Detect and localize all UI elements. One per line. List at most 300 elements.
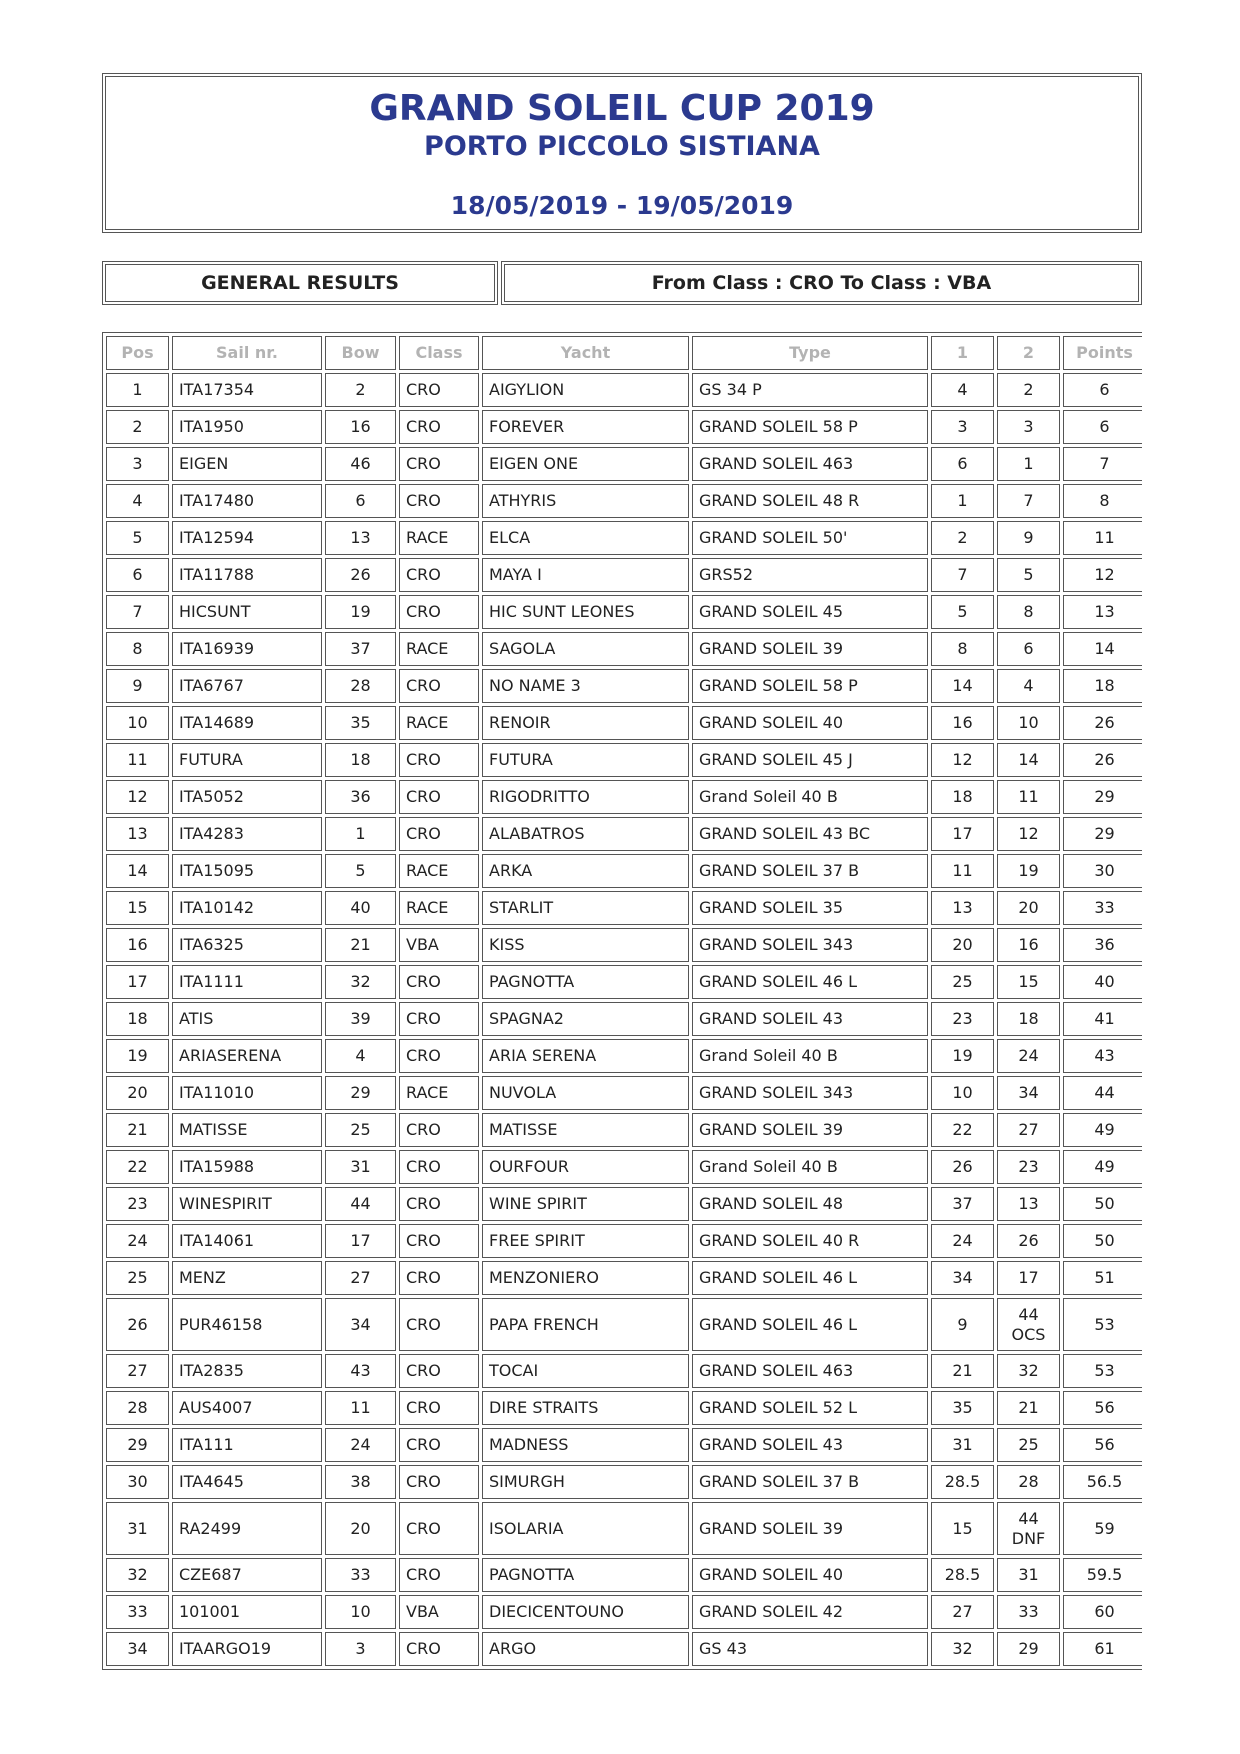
cell-bow: 13 [325,521,396,555]
cell-class: CRO [399,1391,479,1425]
cell-race-1: 5 [931,595,994,629]
cell-bow: 26 [325,558,396,592]
table-row [106,558,1142,592]
cell-sail-nr: ITAARGO19 [172,1632,322,1666]
cell-pos: 25 [106,1261,169,1295]
class-range-cell [501,261,1142,305]
cell-pos: 30 [106,1465,169,1499]
cell-class: CRO [399,410,479,444]
cell-points: 60 [1063,1595,1142,1629]
event-dates: 18/05/2019 - 19/05/2019 [450,191,794,220]
cell-yacht: OURFOUR [482,1150,689,1184]
cell-race-1: 26 [931,1150,994,1184]
table-row [106,1354,1142,1388]
cell-class: CRO [399,817,479,851]
cell-yacht: NO NAME 3 [482,669,689,703]
cell-race-2: 14 [997,743,1060,777]
table-row [106,1298,1142,1351]
cell-yacht: MADNESS [482,1428,689,1462]
cell-type: GRAND SOLEIL 343 [692,928,928,962]
table-row [106,373,1142,407]
cell-yacht: RENOIR [482,706,689,740]
cell-bow: 4 [325,1039,396,1073]
cell-yacht: ARKA [482,854,689,888]
cell-type: GRAND SOLEIL 43 BC [692,817,928,851]
cell-race-1: 10 [931,1076,994,1110]
cell-type: GRAND SOLEIL 40 [692,706,928,740]
cell-type: GRAND SOLEIL 45 J [692,743,928,777]
cell-bow: 21 [325,928,396,962]
table-row [106,484,1142,518]
cell-race-1: 7 [931,558,994,592]
cell-race-1: 34 [931,1261,994,1295]
cell-yacht: TOCAI [482,1354,689,1388]
table-row [106,1039,1142,1073]
cell-yacht: SIMURGH [482,1465,689,1499]
cell-points: 56 [1063,1391,1142,1425]
cell-yacht: NUVOLA [482,1076,689,1110]
cell-sail-nr: EIGEN [172,447,322,481]
cell-points: 59 [1063,1502,1142,1555]
cell-pos: 20 [106,1076,169,1110]
cell-points: 49 [1063,1113,1142,1147]
cell-race-1: 13 [931,891,994,925]
cell-points: 56 [1063,1428,1142,1462]
cell-race-1: 31 [931,1428,994,1462]
cell-sail-nr: FUTURA [172,743,322,777]
cell-points: 18 [1063,669,1142,703]
cell-bow: 10 [325,1595,396,1629]
cell-race-1: 19 [931,1039,994,1073]
cell-type: Grand Soleil 40 B [692,1039,928,1073]
table-row [106,1632,1142,1666]
cell-pos: 11 [106,743,169,777]
table-row [106,743,1142,777]
cell-race-1: 21 [931,1354,994,1388]
cell-race-2: 6 [997,632,1060,666]
event-title: GRAND SOLEIL CUP 2019 [369,88,875,129]
cell-points: 50 [1063,1187,1142,1221]
cell-bow: 40 [325,891,396,925]
cell-race-2: 19 [997,854,1060,888]
report-header [102,73,1142,233]
cell-bow: 27 [325,1261,396,1295]
cell-points: 41 [1063,1002,1142,1036]
cell-class: RACE [399,521,479,555]
cell-race-1: 15 [931,1502,994,1555]
table-row [106,1558,1142,1592]
cell-yacht: SPAGNA2 [482,1002,689,1036]
cell-sail-nr: ITA111 [172,1428,322,1462]
cell-type: GS 34 P [692,373,928,407]
cell-type: GRAND SOLEIL 42 [692,1595,928,1629]
cell-bow: 6 [325,484,396,518]
cell-race-2: 23 [997,1150,1060,1184]
cell-race-2: 28 [997,1465,1060,1499]
cell-pos: 21 [106,1113,169,1147]
cell-sail-nr: ARIASERENA [172,1039,322,1073]
table-row [106,410,1142,444]
cell-yacht: ELCA [482,521,689,555]
table-row [106,854,1142,888]
race-2-penalty-code: OCS [1011,1324,1046,1344]
cell-sail-nr: ITA5052 [172,780,322,814]
results-table-container [102,332,1142,1754]
cell-pos: 5 [106,521,169,555]
cell-race-1: 1 [931,484,994,518]
cell-type: GRAND SOLEIL 37 B [692,854,928,888]
cell-bow: 1 [325,817,396,851]
cell-bow: 28 [325,669,396,703]
cell-yacht: AIGYLION [482,373,689,407]
cell-race-2: 32 [997,1354,1060,1388]
table-row [106,1224,1142,1258]
cell-race-2: 31 [997,1558,1060,1592]
cell-sail-nr: AUS4007 [172,1391,322,1425]
cell-race-2: 34 [997,1076,1060,1110]
col-header-yacht: Yacht [482,336,689,370]
cell-pos: 2 [106,410,169,444]
cell-points: 29 [1063,780,1142,814]
cell-class: VBA [399,928,479,962]
table-row [106,1113,1142,1147]
cell-class: CRO [399,780,479,814]
cell-class: VBA [399,1595,479,1629]
cell-class: CRO [399,743,479,777]
cell-race-1: 17 [931,817,994,851]
cell-bow: 38 [325,1465,396,1499]
cell-yacht: MENZONIERO [482,1261,689,1295]
cell-class: CRO [399,1354,479,1388]
cell-race-1: 3 [931,410,994,444]
table-row [106,669,1142,703]
cell-yacht: KISS [482,928,689,962]
cell-class: CRO [399,1465,479,1499]
race-2-score: 44 [1018,1508,1039,1528]
cell-class: RACE [399,891,479,925]
cell-pos: 28 [106,1391,169,1425]
cell-points: 7 [1063,447,1142,481]
cell-sail-nr: ITA14061 [172,1224,322,1258]
cell-bow: 43 [325,1354,396,1388]
cell-race-2: 18 [997,1002,1060,1036]
results-table [102,332,1142,1670]
cell-class: CRO [399,1428,479,1462]
table-row [106,1150,1142,1184]
col-header-bow: Bow [325,336,396,370]
table-row [106,780,1142,814]
table-row [106,447,1142,481]
cell-pos: 17 [106,965,169,999]
cell-yacht: PAGNOTTA [482,965,689,999]
cell-race-2 [997,1502,1060,1555]
cell-type: GRAND SOLEIL 40 [692,1558,928,1592]
cell-pos: 15 [106,891,169,925]
cell-yacht: ISOLARIA [482,1502,689,1555]
class-range-label: From Class : CRO To Class : VBA [504,264,1139,302]
cell-sail-nr: ITA17354 [172,373,322,407]
col-header-race-2: 2 [997,336,1060,370]
cell-pos: 1 [106,373,169,407]
cell-bow: 34 [325,1298,396,1351]
cell-points: 6 [1063,373,1142,407]
cell-class: CRO [399,1298,479,1351]
cell-pos: 23 [106,1187,169,1221]
cell-points: 33 [1063,891,1142,925]
cell-class: CRO [399,1261,479,1295]
table-row [106,1465,1142,1499]
cell-type: GRAND SOLEIL 58 P [692,669,928,703]
table-header-row [106,336,1142,370]
cell-bow: 2 [325,373,396,407]
cell-yacht: MAYA I [482,558,689,592]
cell-pos: 10 [106,706,169,740]
cell-yacht: FREE SPIRIT [482,1224,689,1258]
cell-race-1: 14 [931,669,994,703]
cell-points: 30 [1063,854,1142,888]
cell-race-2: 8 [997,595,1060,629]
cell-sail-nr: HICSUNT [172,595,322,629]
cell-class: RACE [399,854,479,888]
cell-type: GRAND SOLEIL 43 [692,1002,928,1036]
cell-type: GRAND SOLEIL 463 [692,1354,928,1388]
cell-race-1: 9 [931,1298,994,1351]
cell-points: 43 [1063,1039,1142,1073]
cell-points: 53 [1063,1354,1142,1388]
cell-pos: 27 [106,1354,169,1388]
cell-race-2: 26 [997,1224,1060,1258]
cell-points: 14 [1063,632,1142,666]
cell-race-2: 15 [997,965,1060,999]
cell-class: CRO [399,595,479,629]
cell-bow: 3 [325,1632,396,1666]
cell-type: GRAND SOLEIL 46 L [692,1298,928,1351]
cell-race-2: 16 [997,928,1060,962]
cell-sail-nr: ITA4283 [172,817,322,851]
cell-class: CRO [399,1502,479,1555]
cell-sail-nr: ITA16939 [172,632,322,666]
cell-type: GS 43 [692,1632,928,1666]
cell-sail-nr: MATISSE [172,1113,322,1147]
cell-type: GRAND SOLEIL 48 R [692,484,928,518]
cell-sail-nr: ITA14689 [172,706,322,740]
cell-race-1: 22 [931,1113,994,1147]
cell-bow: 25 [325,1113,396,1147]
cell-race-2: 20 [997,891,1060,925]
cell-type: GRAND SOLEIL 58 P [692,410,928,444]
cell-type: GRAND SOLEIL 45 [692,595,928,629]
cell-points: 11 [1063,521,1142,555]
table-row [106,1502,1142,1555]
cell-race-2: 17 [997,1261,1060,1295]
cell-race-2: 9 [997,521,1060,555]
cell-type: GRAND SOLEIL 48 [692,1187,928,1221]
cell-points: 26 [1063,743,1142,777]
cell-class: CRO [399,1558,479,1592]
cell-yacht: ARIA SERENA [482,1039,689,1073]
cell-bow: 44 [325,1187,396,1221]
cell-type: GRAND SOLEIL 39 [692,1502,928,1555]
cell-points: 53 [1063,1298,1142,1351]
cell-type: GRAND SOLEIL 35 [692,891,928,925]
table-row [106,521,1142,555]
table-row [106,891,1142,925]
cell-points: 36 [1063,928,1142,962]
cell-class: CRO [399,1039,479,1073]
cell-type: GRAND SOLEIL 40 R [692,1224,928,1258]
cell-bow: 17 [325,1224,396,1258]
cell-type: GRS52 [692,558,928,592]
cell-bow: 16 [325,410,396,444]
cell-race-1: 27 [931,1595,994,1629]
cell-sail-nr: ITA1950 [172,410,322,444]
cell-yacht: EIGEN ONE [482,447,689,481]
cell-points: 40 [1063,965,1142,999]
cell-bow: 35 [325,706,396,740]
cell-type: Grand Soleil 40 B [692,1150,928,1184]
cell-pos: 18 [106,1002,169,1036]
cell-yacht: DIECICENTOUNO [482,1595,689,1629]
cell-yacht: RIGODRITTO [482,780,689,814]
cell-sail-nr: PUR46158 [172,1298,322,1351]
cell-pos: 7 [106,595,169,629]
cell-type: Grand Soleil 40 B [692,780,928,814]
cell-bow: 11 [325,1391,396,1425]
table-row [106,817,1142,851]
cell-yacht: PAPA FRENCH [482,1298,689,1351]
cell-sail-nr: MENZ [172,1261,322,1295]
general-results-cell [102,261,498,305]
cell-yacht: DIRE STRAITS [482,1391,689,1425]
cell-bow: 29 [325,1076,396,1110]
table-row [106,1428,1142,1462]
cell-class: RACE [399,632,479,666]
cell-sail-nr: ITA11788 [172,558,322,592]
col-header-points: Points [1063,336,1142,370]
cell-race-2: 24 [997,1039,1060,1073]
cell-sail-nr: ITA11010 [172,1076,322,1110]
cell-pos: 6 [106,558,169,592]
results-summary-bar [102,261,1142,305]
cell-pos: 9 [106,669,169,703]
table-row [106,632,1142,666]
cell-race-2: 4 [997,669,1060,703]
cell-class: CRO [399,1632,479,1666]
cell-race-1: 23 [931,1002,994,1036]
cell-sail-nr: ITA17480 [172,484,322,518]
cell-pos: 19 [106,1039,169,1073]
cell-points: 44 [1063,1076,1142,1110]
cell-yacht: ATHYRIS [482,484,689,518]
cell-points: 13 [1063,595,1142,629]
cell-race-1: 28.5 [931,1558,994,1592]
cell-yacht: SAGOLA [482,632,689,666]
cell-type: GRAND SOLEIL 39 [692,1113,928,1147]
cell-yacht: FOREVER [482,410,689,444]
table-row [106,1391,1142,1425]
cell-points: 49 [1063,1150,1142,1184]
cell-race-1: 35 [931,1391,994,1425]
cell-sail-nr: RA2499 [172,1502,322,1555]
cell-pos: 31 [106,1502,169,1555]
table-row [106,1187,1142,1221]
cell-yacht: STARLIT [482,891,689,925]
cell-class: CRO [399,373,479,407]
cell-race-2: 7 [997,484,1060,518]
col-header-race-1: 1 [931,336,994,370]
col-header-type: Type [692,336,928,370]
cell-pos: 24 [106,1224,169,1258]
cell-pos: 8 [106,632,169,666]
cell-bow: 32 [325,965,396,999]
event-venue: PORTO PICCOLO SISTIANA [424,131,820,162]
table-row [106,1076,1142,1110]
table-row [106,706,1142,740]
cell-race-1: 11 [931,854,994,888]
cell-class: CRO [399,1187,479,1221]
cell-race-1: 12 [931,743,994,777]
cell-class: CRO [399,965,479,999]
cell-pos: 3 [106,447,169,481]
cell-yacht: MATISSE [482,1113,689,1147]
cell-race-2: 11 [997,780,1060,814]
cell-type: GRAND SOLEIL 37 B [692,1465,928,1499]
cell-points: 56.5 [1063,1465,1142,1499]
cell-bow: 19 [325,595,396,629]
cell-bow: 33 [325,1558,396,1592]
cell-sail-nr: ITA6767 [172,669,322,703]
cell-pos: 34 [106,1632,169,1666]
cell-sail-nr: ITA6325 [172,928,322,962]
cell-pos: 4 [106,484,169,518]
cell-pos: 33 [106,1595,169,1629]
cell-race-2: 1 [997,447,1060,481]
table-row [106,1595,1142,1629]
cell-sail-nr: WINESPIRIT [172,1187,322,1221]
table-row [106,1002,1142,1036]
cell-race-2: 12 [997,817,1060,851]
cell-race-2: 13 [997,1187,1060,1221]
cell-race-1: 37 [931,1187,994,1221]
cell-pos: 26 [106,1298,169,1351]
cell-pos: 13 [106,817,169,851]
cell-points: 59.5 [1063,1558,1142,1592]
cell-sail-nr: ITA4645 [172,1465,322,1499]
cell-yacht: HIC SUNT LEONES [482,595,689,629]
race-2-score: 44 [1018,1304,1039,1324]
cell-class: CRO [399,1150,479,1184]
cell-race-1: 8 [931,632,994,666]
cell-bow: 20 [325,1502,396,1555]
cell-pos: 12 [106,780,169,814]
cell-yacht: WINE SPIRIT [482,1187,689,1221]
cell-race-2: 29 [997,1632,1060,1666]
table-row [106,595,1142,629]
cell-type: GRAND SOLEIL 39 [692,632,928,666]
cell-race-1: 4 [931,373,994,407]
table-row [106,928,1142,962]
cell-sail-nr: ATIS [172,1002,322,1036]
cell-class: CRO [399,1113,479,1147]
general-results-label: GENERAL RESULTS [105,264,495,302]
cell-yacht: ARGO [482,1632,689,1666]
cell-points: 12 [1063,558,1142,592]
cell-class: CRO [399,484,479,518]
cell-race-2: 3 [997,410,1060,444]
cell-race-2: 21 [997,1391,1060,1425]
cell-class: CRO [399,1002,479,1036]
cell-yacht: PAGNOTTA [482,1558,689,1592]
